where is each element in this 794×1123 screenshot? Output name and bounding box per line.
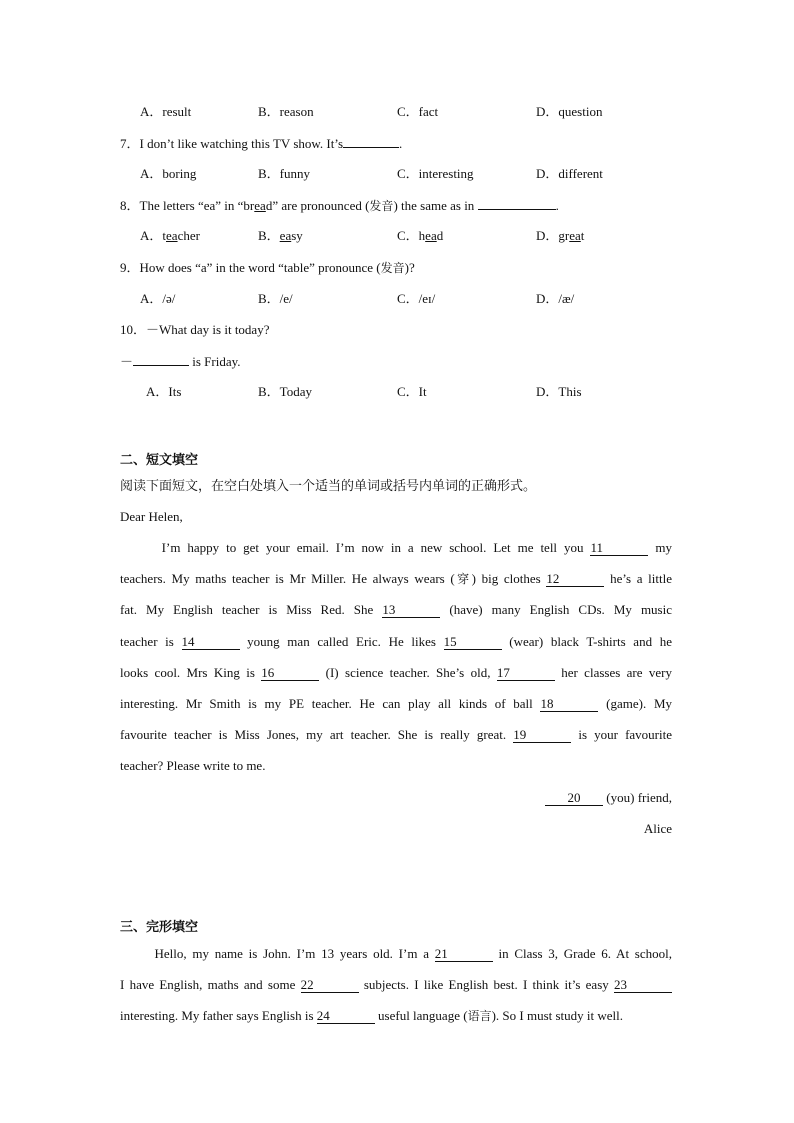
q9-stem-end: )? xyxy=(404,260,415,275)
letter-closing xyxy=(545,789,672,807)
passage-line xyxy=(120,601,672,619)
q8-stem-part: d” are pronounced ( xyxy=(265,198,370,213)
q8-option-d-letter: D． xyxy=(536,228,559,243)
letter-signature: Alice xyxy=(643,821,672,836)
section2-heading: 二、短文填空 xyxy=(120,453,199,468)
passage-text: interesting. My father says English is xyxy=(120,1008,317,1023)
q10-dash: － xyxy=(120,354,134,369)
passage-text: ) big clothes xyxy=(471,571,547,587)
passage-line xyxy=(120,976,672,994)
q8-option-b[interactable] xyxy=(258,227,303,245)
q7-options xyxy=(140,165,680,183)
passage-text: looks cool. Mrs King is xyxy=(120,664,262,680)
blank-18[interactable]: 18 xyxy=(540,697,598,712)
passage-text: in Class 3, Grade 6. At school, xyxy=(492,946,672,961)
passage-text: (wear) black T-shirts and he xyxy=(501,633,672,649)
passage-line xyxy=(120,570,672,588)
blank-11[interactable]: 11 xyxy=(590,541,648,556)
blank-14[interactable]: 14 xyxy=(182,635,240,650)
q8-option-c-post: d xyxy=(436,228,444,243)
passage-text: I have English, maths and some xyxy=(120,977,301,992)
q7-stem-end: . xyxy=(399,136,403,151)
q8-option-b-letter: B． xyxy=(258,228,280,243)
q10-option-a[interactable]: A．Its xyxy=(146,384,182,399)
q8-option-a-post: cher xyxy=(177,228,200,243)
passage-line xyxy=(120,633,672,651)
q8-stem-end: . xyxy=(555,198,559,213)
q7-option-a[interactable]: A．boring xyxy=(140,166,197,181)
q8-stem-part: 8．The letters “ea” in “br xyxy=(120,198,255,213)
passage-text: (have) many English CDs. My music xyxy=(440,602,672,618)
q8-option-c-pre: h xyxy=(418,228,426,243)
chinese-gloss: 语言 xyxy=(467,1009,492,1023)
passage-text: (I) science teacher. She’s old, xyxy=(319,664,497,680)
q7-blank[interactable] xyxy=(343,134,399,148)
q10-option-d[interactable]: D．This xyxy=(536,384,582,399)
q8-option-d-post: t xyxy=(580,228,585,243)
passage-text: interesting. Mr Smith is my PE teacher. He can play all kinds of ball xyxy=(120,696,541,711)
passage-line xyxy=(120,695,672,713)
q8-option-c-letter: C． xyxy=(397,228,419,243)
blank-20[interactable]: 20 xyxy=(545,791,603,806)
q9-stem-part: 9．How does “a” in the word “table” pronounce ( xyxy=(120,260,381,275)
q8-option-b-underlined: ea xyxy=(279,228,292,243)
blank-21[interactable]: 21 xyxy=(435,947,493,962)
q7-option-d[interactable]: D．different xyxy=(536,166,603,181)
passage-text: favourite teacher is Miss Jones, my art teacher. She is really great. xyxy=(120,727,514,743)
passage-line xyxy=(120,1007,672,1025)
passage-text: (game). My xyxy=(598,696,673,711)
q9-option-c[interactable]: C．/eɪ/ xyxy=(397,291,436,306)
q9-option-b[interactable]: B．/e/ xyxy=(258,291,293,306)
q10-options xyxy=(146,383,686,401)
q7-option-b[interactable]: B．funny xyxy=(258,166,311,181)
passage-line xyxy=(120,539,672,557)
q10-stem: 10．－What day is it today? xyxy=(120,322,270,337)
blank-24[interactable]: 24 xyxy=(317,1009,375,1024)
q8-option-d-pre: gr xyxy=(558,228,570,243)
blank-22[interactable]: 22 xyxy=(301,978,359,993)
q9-stem xyxy=(120,259,415,277)
q7-stem-text: 7．I don’t like watching this TV show. It’s xyxy=(120,136,344,151)
q10-blank[interactable] xyxy=(133,352,189,366)
passage-text: subjects. I like English best. I think it’s easy xyxy=(358,977,615,992)
q9-options xyxy=(140,290,680,308)
q9-option-a[interactable]: A．/ə/ xyxy=(140,291,176,306)
q8-option-c[interactable] xyxy=(397,227,443,245)
q8-option-d-underlined: ea xyxy=(569,228,581,243)
q8-option-b-post: sy xyxy=(291,228,303,243)
passage-text: I’m happy to get your email. I’m now in a new school. Let me tell you xyxy=(120,540,591,555)
passage-text: her classes are very xyxy=(554,664,672,680)
passage-text: young man called Eric. He likes xyxy=(239,633,444,649)
passage-line xyxy=(120,945,672,963)
passage-text: ). So I must study it well. xyxy=(491,1008,624,1023)
q8-option-a[interactable] xyxy=(140,227,200,245)
passage-text: useful language ( xyxy=(374,1008,468,1023)
q7-option-c[interactable]: C．interesting xyxy=(397,166,474,181)
q10-option-c[interactable]: C．It xyxy=(397,384,427,399)
passage-text: fat. My English teacher is Miss Red. She xyxy=(120,602,383,618)
q8-blank[interactable] xyxy=(478,196,556,210)
q9-stem-chinese: 发音 xyxy=(380,261,405,275)
section3-heading: 三、完形填空 xyxy=(120,920,199,935)
q10-answer-text: is Friday. xyxy=(189,354,241,369)
q6-option-b[interactable]: B．reason xyxy=(258,104,314,119)
q6-options xyxy=(140,103,680,121)
q6-option-d[interactable]: D．question xyxy=(536,104,603,119)
q10-option-b[interactable]: B．Today xyxy=(258,384,312,399)
blank-23[interactable]: 23 xyxy=(614,978,672,993)
letter-greeting: Dear Helen, xyxy=(120,509,183,524)
blank-15[interactable]: 15 xyxy=(444,635,502,650)
closing-text: (you) friend, xyxy=(603,790,672,805)
blank-13[interactable]: 13 xyxy=(382,603,440,618)
passage-text: teachers. My maths teacher is Mr Miller. He always wears ( xyxy=(120,571,455,587)
passage-text: he’s a little xyxy=(604,571,672,587)
q8-option-a-pre: t xyxy=(162,228,167,243)
passage-line xyxy=(120,726,672,744)
q10-answer-line xyxy=(120,352,241,371)
passage-line xyxy=(120,757,672,775)
q8-stem xyxy=(120,196,559,215)
q8-option-d[interactable] xyxy=(536,227,584,245)
q8-option-c-underlined: ea xyxy=(425,228,437,243)
q8-stem-chinese: 发音 xyxy=(369,199,394,213)
passage-text: is your favourite xyxy=(571,727,673,743)
q7-stem xyxy=(120,134,402,153)
q8-stem-part: ) the same as in xyxy=(393,198,475,213)
q8-option-a-underlined: ea xyxy=(166,228,178,243)
q8-stem-underlined: ea xyxy=(254,198,266,213)
passage-text: my xyxy=(648,540,672,555)
blank-17[interactable]: 17 xyxy=(497,666,555,681)
blank-16[interactable]: 16 xyxy=(261,666,319,681)
section2-instruction: 阅读下面短文，在空白处填入一个适当的单词或括号内单词的正确形式。 xyxy=(120,479,537,494)
passage-text: teacher is xyxy=(120,633,182,649)
q8-options xyxy=(140,227,680,245)
q6-option-c[interactable]: C．fact xyxy=(397,104,439,119)
blank-12[interactable]: 12 xyxy=(546,572,604,587)
q6-option-a[interactable]: A．result xyxy=(140,104,192,119)
q9-option-d[interactable]: D．/æ/ xyxy=(536,291,575,306)
passage-text: Hello, my name is John. I’m 13 years old. I’m a xyxy=(120,946,435,961)
passage-line xyxy=(120,664,672,682)
q8-option-a-letter: A． xyxy=(140,228,163,243)
passage-text: teacher? Please write to me. xyxy=(120,758,266,774)
blank-19[interactable]: 19 xyxy=(513,728,571,743)
chinese-gloss: 穿 xyxy=(454,572,472,587)
